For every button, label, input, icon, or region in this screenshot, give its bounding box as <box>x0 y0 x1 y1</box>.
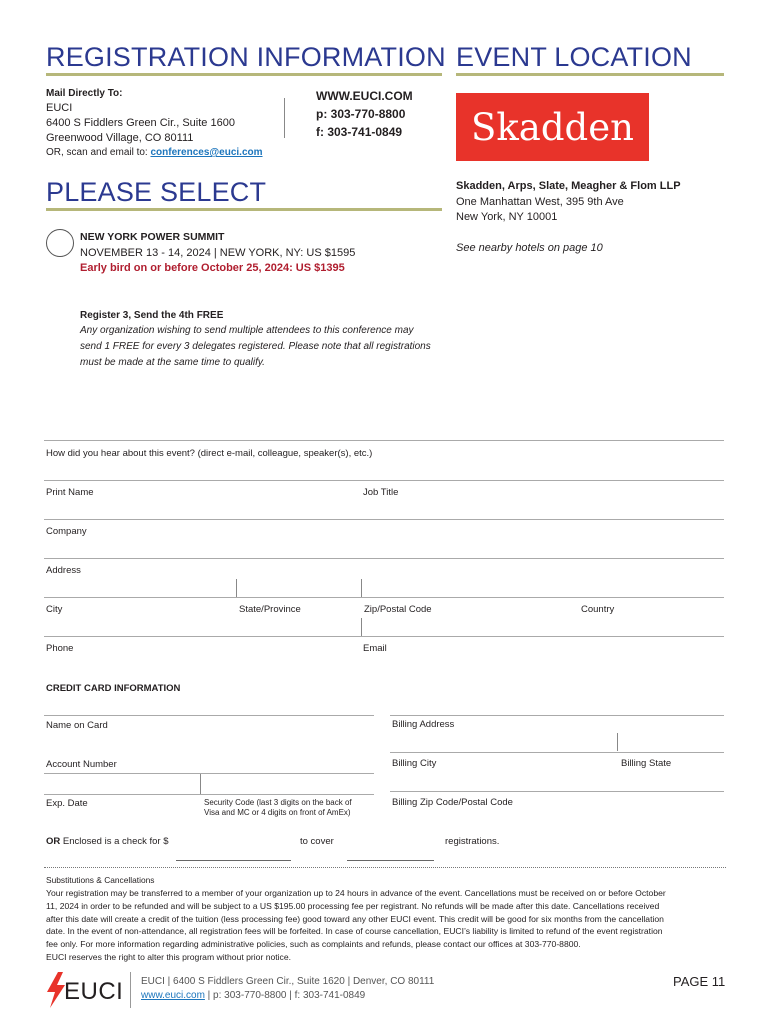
terms-line: fee only. For more information regarding administrative policies, such as complaints and refunds, please contact our offices at 303-770-8800. <box>46 939 581 950</box>
terms-line: 11, 2024 in order to be refunded and will be subject to a US $195.00 processing fee per registrant. No refunds will be made after this date. Cancellations received <box>46 900 660 911</box>
terms-body <box>46 887 730 964</box>
promo-line: send 1 FREE for every 3 delegates registered. Please note that all registrations <box>80 341 431 352</box>
promo-line: must be made at the same time to qualify. <box>80 357 265 368</box>
security-code-field[interactable]: Security Code (last 3 digits on the back of <box>204 798 352 807</box>
field-line <box>44 715 374 716</box>
field-line <box>44 440 724 441</box>
country-field[interactable]: Country <box>581 604 615 615</box>
select-rule <box>46 208 442 211</box>
terms-line: Your registration may be transferred to a member of your organization up to 24 hours in advance of the event. Cancellations must be received on or before October <box>46 888 666 898</box>
divider <box>361 579 362 597</box>
billing-zip-field[interactable]: Billing Zip Code/Postal Code <box>392 797 513 808</box>
exp-date-field[interactable]: Exp. Date <box>46 798 88 809</box>
field-line <box>390 715 724 716</box>
divider <box>236 579 237 597</box>
mail-label: Mail Directly To: <box>46 88 123 99</box>
terms-line: after this date will create a credit of the tuition (less processing fee) good toward any other EUCI event. This credit will be good for six months from the cancellation <box>46 913 664 924</box>
location-rule <box>456 73 724 76</box>
location-title: EVENT LOCATION <box>456 42 692 72</box>
field-line <box>44 773 374 774</box>
event-name: NEW YORK POWER SUMMIT <box>80 231 225 243</box>
promo-title: Register 3, Send the 4th FREE <box>80 310 224 321</box>
account-number-field[interactable]: Account Number <box>46 759 117 770</box>
mail-address-line: Greenwood Village, CO 80111 <box>46 132 194 144</box>
hotels-note: See nearby hotels on page 10 <box>456 242 603 254</box>
job-title-field[interactable]: Job Title <box>363 487 399 498</box>
divider <box>284 98 285 138</box>
print-name-field[interactable]: Print Name <box>46 487 94 498</box>
divider <box>617 733 618 751</box>
state-field[interactable]: State/Province <box>239 604 301 615</box>
city-field[interactable]: City <box>46 604 63 615</box>
to-cover-label: to cover <box>300 836 334 847</box>
skadden-logo: Skadden <box>456 93 649 161</box>
dotted-separator <box>44 867 726 868</box>
event-details: NOVEMBER 13 - 14, 2024 | NEW YORK, NY: US $1595 <box>80 247 356 259</box>
select-title: PLEASE SELECT <box>46 177 267 207</box>
venue-city: New York, NY 10001 <box>456 211 558 223</box>
name-on-card-field[interactable]: Name on Card <box>46 720 108 731</box>
phone-field[interactable]: Phone <box>46 643 74 654</box>
mail-address-line: 6400 S Fiddlers Green Cir., Suite 1600 <box>46 117 235 129</box>
footer-website-link[interactable]: www.euci.com <box>141 990 205 1001</box>
registration-rule <box>46 73 442 76</box>
venue-address: One Manhattan West, 395 9th Ave <box>456 196 624 208</box>
billing-address-field[interactable]: Billing Address <box>392 719 455 730</box>
mail-address-line: EUCI <box>46 102 73 114</box>
field-line <box>390 752 724 753</box>
divider <box>200 774 201 794</box>
terms-line: EUCI reserves the right to alter this program without prior notice. <box>46 951 292 962</box>
registration-title: REGISTRATION INFORMATION <box>46 42 446 72</box>
field-line <box>44 636 724 637</box>
website[interactable]: WWW.EUCI.COM <box>316 89 413 103</box>
email-field[interactable]: Email <box>363 643 387 654</box>
email-instruction: OR, scan and email to: conferences@euci.com <box>46 147 263 158</box>
field-line <box>44 519 724 520</box>
field-line <box>44 597 724 598</box>
footer-address: EUCI | 6400 S Fiddlers Green Cir., Suite 1620 | Denver, CO 80111 <box>141 976 435 987</box>
field-line <box>44 480 724 481</box>
page-number: PAGE 11 <box>673 974 726 989</box>
fax-number: f: 303-741-0849 <box>316 125 403 139</box>
divider <box>130 972 131 1008</box>
hear-about-field[interactable]: How did you hear about this event? (direct e-mail, colleague, speaker(s), etc.) <box>46 448 373 459</box>
event-radio-button[interactable] <box>46 229 74 257</box>
promo-line: Any organization wishing to send multiple attendees to this conference may <box>80 325 414 336</box>
euci-logo: EUCI <box>64 978 124 1005</box>
registrations-label: registrations. <box>445 836 500 847</box>
credit-card-title: CREDIT CARD INFORMATION <box>46 683 181 694</box>
billing-state-field[interactable]: Billing State <box>621 758 672 769</box>
email-link[interactable]: conferences@euci.com <box>150 147 263 158</box>
registrations-count-line[interactable] <box>347 860 434 861</box>
address-field[interactable]: Address <box>46 565 81 576</box>
venue-name: Skadden, Arps, Slate, Meagher & Flom LLP <box>456 180 681 192</box>
terms-line: date. In the event of non-attendance, all registration fees will be forfeited. In case of course cancellation, EUCI’s liability is limited to refund of the event registration <box>46 926 663 937</box>
divider <box>361 618 362 636</box>
field-line <box>44 558 724 559</box>
check-amount-line[interactable] <box>176 860 291 861</box>
early-bird-price: Early bird on or before October 25, 2024: US $1395 <box>80 262 345 274</box>
security-code-note: Visa and MC or 4 digits on front of AmEx) <box>204 808 351 817</box>
field-line <box>44 794 374 795</box>
terms-title: Substitutions & Cancellations <box>46 875 155 885</box>
check-statement: OR Enclosed is a check for $ <box>46 836 169 847</box>
company-field[interactable]: Company <box>46 526 87 537</box>
zip-field[interactable]: Zip/Postal Code <box>364 604 432 615</box>
billing-city-field[interactable]: Billing City <box>392 758 437 769</box>
field-line <box>390 791 724 792</box>
footer-contact: www.euci.com | p: 303-770-8800 | f: 303-741-0849 <box>141 990 366 1001</box>
phone-number: p: 303-770-8800 <box>316 107 406 121</box>
